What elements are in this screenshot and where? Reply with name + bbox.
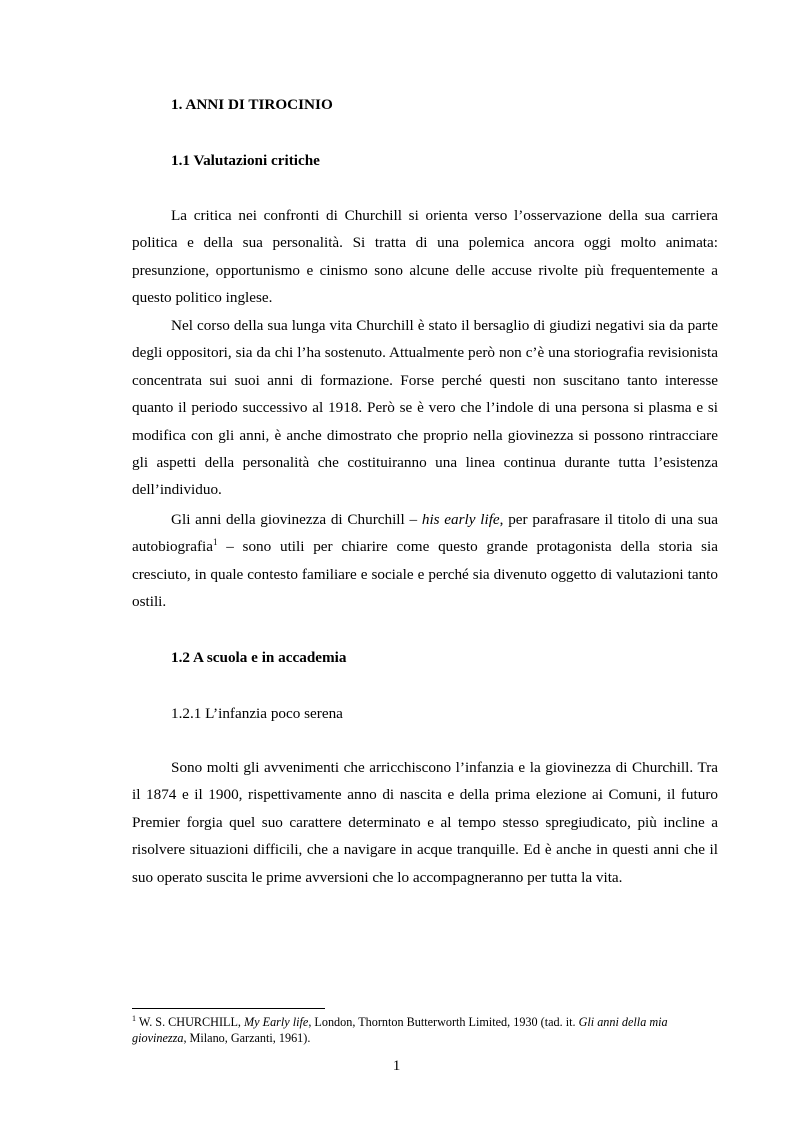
- paragraph-avvenimenti: Sono molti gli avvenimenti che arricchiscono l’infanzia e la giovinezza di Churchill. Tra il 1874 e il 1900, rispettivamente anno di nascita e della prima elezione ai Comuni, il futuro Premier forgia quel suo carattere determinato e al tempo stesso spregiudicato, più incline a risolvere situazioni difficili, che a navigare in acque tranquille. Ed è anche in questi anni che il suo operato suscita le prime avversioni che lo accompagneranno per tutta la vita.: [132, 759, 718, 886]
- footnote: [132, 1015, 718, 1046]
- subsection-title-1-2-1: 1.2.1 L’infanzia poco serena: [171, 705, 343, 722]
- page-number: 1: [392, 1057, 401, 1074]
- footnote-reference[interactable]: 1: [212, 537, 218, 548]
- footnote-divider: [132, 1008, 325, 1009]
- footnote-author: W. S. CHURCHILL,: [136, 1015, 245, 1029]
- chapter-title: 1. ANNI DI TIROCINIO: [171, 96, 333, 113]
- footnote-number: 1: [132, 1014, 136, 1023]
- paragraph-giovinezza-part3: – sono utili per chiarire come questo grande protagonista della storia sia cresciuto, in quale contesto familiare e sociale e perché sia divenuto oggetto di valutazioni tanto ostili.: [132, 538, 718, 611]
- paragraph-lunga-vita: Nel corso della sua lunga vita Churchill è stato il bersaglio di giudizi negativi sia da parte degli oppositori, sia da chi l’ha sostenuto. Attualmente però non c’è una storiografia revisionista concentrata sui suoi anni di formazione. Forse perché questi non suscitano tanto interesse quanto il periodo successivo al 1918. Però se è vero che l’indole di una persona si plasma e si modifica con gli anni, è anche dimostrato che proprio nella giovinezza si possono rintracciare gli aspetti della personalità che costituiranno una linea continua durante tutta l’esistenza dell’individuo.: [132, 317, 718, 499]
- paragraph-giovinezza: [132, 506, 718, 616]
- footnote-translation-title: Gli anni della mia giovinezza: [132, 1015, 668, 1045]
- section-title-1-2: 1.2 A scuola e in accademia: [171, 649, 347, 666]
- paragraph-giovinezza-italic: his early life: [421, 511, 500, 528]
- section-title-1-1: 1.1 Valutazioni critiche: [171, 152, 320, 169]
- paragraph-giovinezza-part1: Gli anni della giovinezza di Churchill –: [171, 511, 422, 528]
- footnote-end: , Milano, Garzanti, 1961).: [183, 1030, 311, 1045]
- footnote-book-title: My Early life: [244, 1015, 309, 1029]
- paragraph-giovinezza-part2: , per parafrasare il titolo di una sua autobiografia: [132, 511, 719, 556]
- paragraph-critica: La critica nei confronti di Churchill si orienta verso l’osservazione della sua carriera politica e della sua personalità. Si tratta di una polemica ancora oggi molto animata: presunzione, opportunismo e cinismo sono alcune delle accuse rivolte più frequentemente a questo politico inglese.: [132, 207, 718, 307]
- footnote-publisher: , London, Thornton Butterworth Limited, 1930 (tad. it.: [308, 1015, 579, 1029]
